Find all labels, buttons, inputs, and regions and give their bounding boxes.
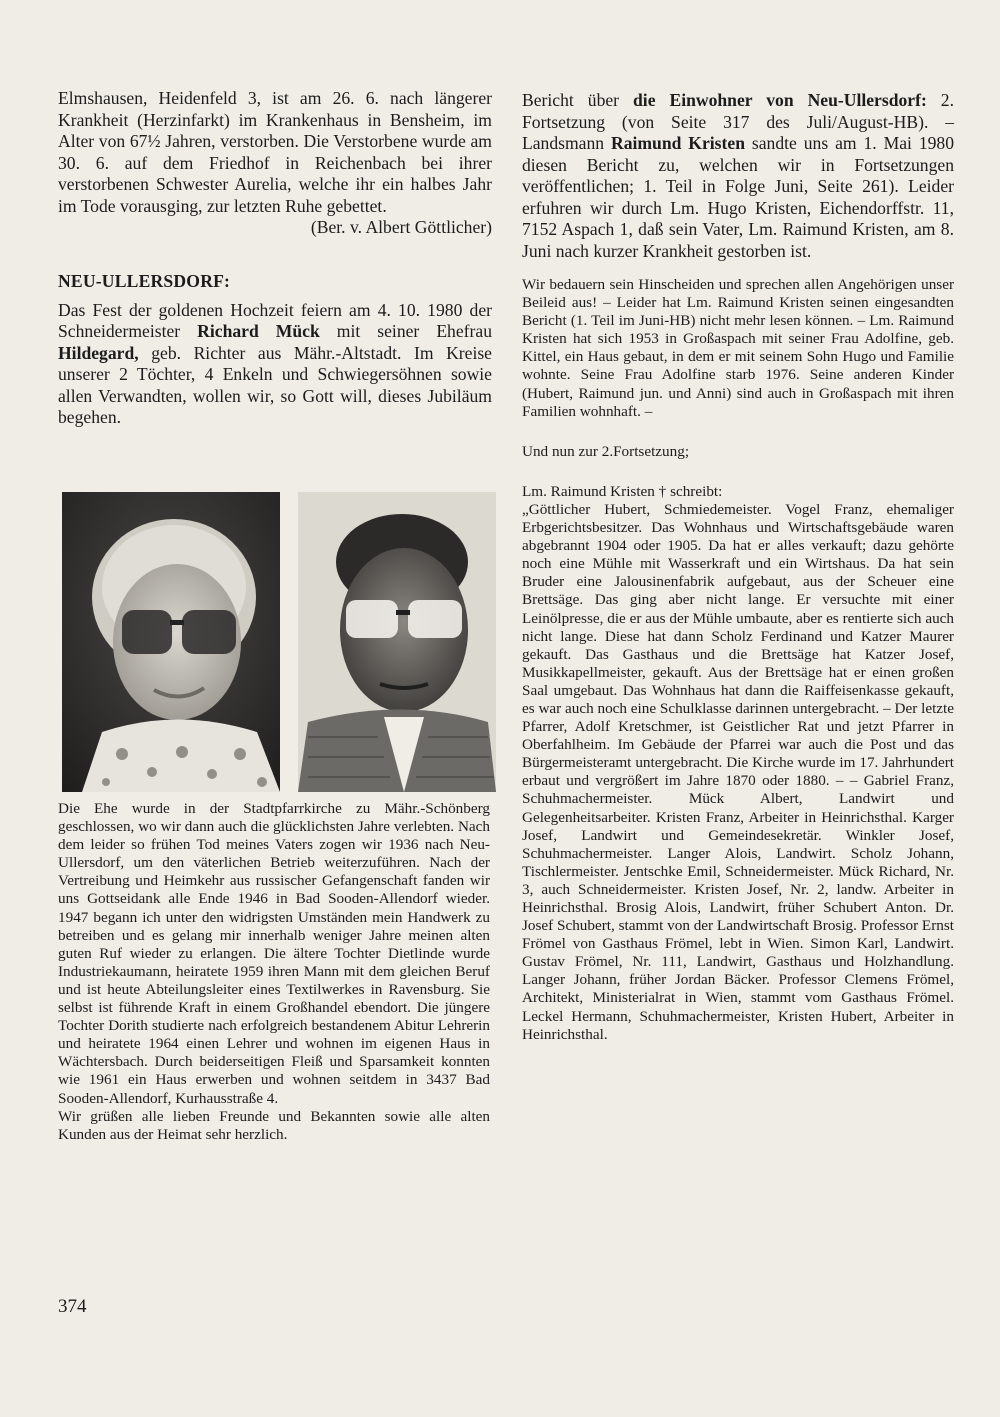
name-richard-mueck: Richard Mück (197, 321, 320, 341)
right-column (522, 90, 954, 1044)
name-raimund-kristen: Raimund Kristen (611, 133, 745, 153)
greeting-text: Wir grüßen alle lieben Freunde und Bekannten sowie alle alten Kunden aus der Heimat sehr herzlich. (58, 1107, 490, 1143)
report-intro-text: Bericht über die Einwohner von Neu-Ullersdorf: 2. Fortsetzung (von Seite 317 des Juli/August-HB). – Landsmann Raimund Kristen sandte uns am 1. Mai 1980 diesen Bericht zu, welchen wir in Fortsetzungen veröffentlichen; 1. Teil in Folge Juni, Seite 261). Leider erfuhren wir durch Lm. Hugo Kristen, Eichendorffstr. 11, 7152 Aspach 1, daß sein Vater, Lm. Raimund Kristen, am 8. Juni nach kurzer Krankheit gestorben ist. (522, 90, 955, 261)
continuation-label: Und nun zur 2.Fortsetzung; (522, 442, 690, 460)
bold-inhabitants: die Einwohner von Neu-Ullersdorf: (633, 90, 927, 110)
couple-photos (62, 492, 494, 792)
left-lower-text (58, 800, 490, 1144)
name-hildegard: Hildegard, (58, 342, 139, 363)
page-number: 374 (58, 1296, 87, 1317)
condolence-text: Wir bedauern sein Hinscheiden und sprechen allen Angehörigen unser Beileid aus! – Leider hat Lm. Raimund Kristen seinen eingesandten Bericht (1. Teil im Juni-HB) nicht mehr lesen können. – Lm. Raimund Kristen hat sich 1953 in Großaspach mit seiner Frau Adolfine, geb. Kittel, ein Haus gebaut, in dem er mit seinem Sohn Hugo und Familie wohnte. Seine Frau Adolfine starb 1976. Seine anderen Kinder (Hubert, Raimund jun. und Anni) sind auch in Großaspach mit ihren Familien wohnhaft. – (522, 276, 954, 420)
photo-hildegard-mueck (62, 492, 280, 792)
obituary-text: Elmshausen, Heidenfeld 3, ist am 26. 6. nach längerer Krankheit (Herzinfarkt) im Krankenhaus in Bensheim, im Alter von 67½ Jahren, verstorben. Die Verstorbene wurde am 30. 6. auf dem Friedhof in Reichenbach bei ihrer verstorbenen Schwester Aurelia, welche ihr ein halbes Jahr im Tode vorausging, zur letzten Ruhe gebettet. (58, 88, 492, 216)
golden-wedding-text: Das Fest der goldenen Hochzeit feiern am 4. 10. 1980 der Schneidermeister Richard Mück mit seiner Ehefrau Hildegard, geb. Richter aus Mähr.-Altstadt. Im Kreise unserer 2 Töchter, 4 Enkeln und Schwiegersöhnen sowie allen Verwandten, wollen wir, so Gott will, dieses Jubiläum begehen. (58, 299, 492, 427)
continuation-text: „Göttlicher Hubert, Schmiedemeister. Vogel Franz, ehemaliger Erbgerichtsbesitzer. Das Wohnhaus und Wirtschaftsgebäude waren abgebrannt 1904 oder 1905. Da hat er alles verkauft; dazu gehörte noch eine Mühle mit Wasserkraft und ein Wirtshaus. Da hat sein Bruder eine Jalousinenfabrik aufgebaut, aus der Scheuer eine Brettsäge. Das ging aber nicht lange. Er versuchte mit einer Leinölpresse, die er aus der Mühle umbaute, aber es rentierte sich auch nicht lange. Diese hat dann Scholz Ferdinand und Katzer Maurer gekauft. Das Gasthaus und die Brettsäge hat Katzer Josef, Musikkapellmeister, gekauft. Aus der Brettsäge hat er einen großen Saal umgebaut. Das Wohnhaus hat dann die Raiffeisenkasse gekauft, es war auch noch eine Schulklasse darinnen untergebracht. – Der letzte Pfarrer, Adolf Kretschmer, ist Geistlicher Rat und jetzt Pfarrer in Oberfahlheim. Im Gebäude der Pfarrei war auch die Post und das Bürgermeisteramt untergebracht. Die Kirche wurde im 17. Jahrhundert erbaut und vergrößert im Jahre 1870 oder 1880. – – Gabriel Franz, Schuhmachermeister. Mück Albert, Landwirt und Gelegenheitsarbeiter. Kristen Franz, Arbeiter in Heinrichsthal. Karger Josef, Landwirt und Gemeindesekretär. Winkler Josef, Schuhmachermeister. Langer Alois, Landwirt. Scholz Johann, Tischlermeister. Jentschke Emil, Schneidermeister. Mück Richard, Nr. 3, auch Schneidermeister. Kristen Josef, Nr. 2, landw. Arbeiter in Heinrichsthal. Brosig Alois, Landwirt, früher Schubert Anton. Dr. Josef Schubert, stammt von der Landwirtschaft Brosig. Professor Ernst Frömel von Gasthaus Frömel, lebt in Wien. Simon Karl, Landwirt. Gustav Frömel, Nr. 111, Landwirt, Gasthaus und Holzhandlung. Langer Johann, früher Jordan Bäcker. Professor Clemens Frömel, Architekt, Ministerialrat in Wien, stammt vom Gasthaus Frömel. Leckel Hermann, Schuhmachermeister, Kristen Hubert, Arbeiter in Heinrichsthal. (522, 500, 954, 1043)
photo-richard-mueck (298, 492, 496, 792)
section-heading-neu-ullersdorf: NEU-ULLERSDORF: (58, 270, 231, 291)
family-history-text: Die Ehe wurde in der Stadtpfarrkirche zu Mähr.-Schönberg geschlossen, wo wir dann auch die glücklichsten Jahre verlebten. Nach dem leider so frühen Tod meines Vaters zogen wir 1936 nach Neu-Ullersdorf, um den väterlichen Betrieb weiterzuführen. Nach der Vertreibung und Heimkehr aus russischer Gefangenschaft fanden wir uns Gottseidank alle Ende 1946 in Bad Sooden-Allendorf wieder. 1947 begann ich unter den widrigsten Umständen mein Handwerk zu betreiben und es gelang mir innerhalb weniger Jahre meinen alten guten Ruf wieder zu erlangen. Die ältere Tochter Dietlinde wurde Industriekaumann, heiratete 1959 ihren Mann mit dem gleichen Beruf und ist heute Abteilungsleiter eines Textilwerkes in Ravensburg. Sie selbst ist führende Kraft in einem Großhandel ebendort. Die jüngere Tochter Dorith studierte nach erfolgreich bestandenem Abitur Lehrerin und heiratete 1964 einen Lehrer und wohnen im eigenen Haus in Wächtersbach. Durch beiderseitigen Fleiß und Sparsamkeit konnten wie 1961 ein Haus erwerben und wohnen seitdem in 3437 Bad Sooden-Allendorf, Kurhausstraße 4. (58, 800, 490, 1107)
left-column (58, 88, 492, 429)
author-label: Lm. Raimund Kristen † schreibt: (522, 482, 723, 500)
report-signature: (Ber. v. Albert Göttlicher) (310, 217, 492, 237)
